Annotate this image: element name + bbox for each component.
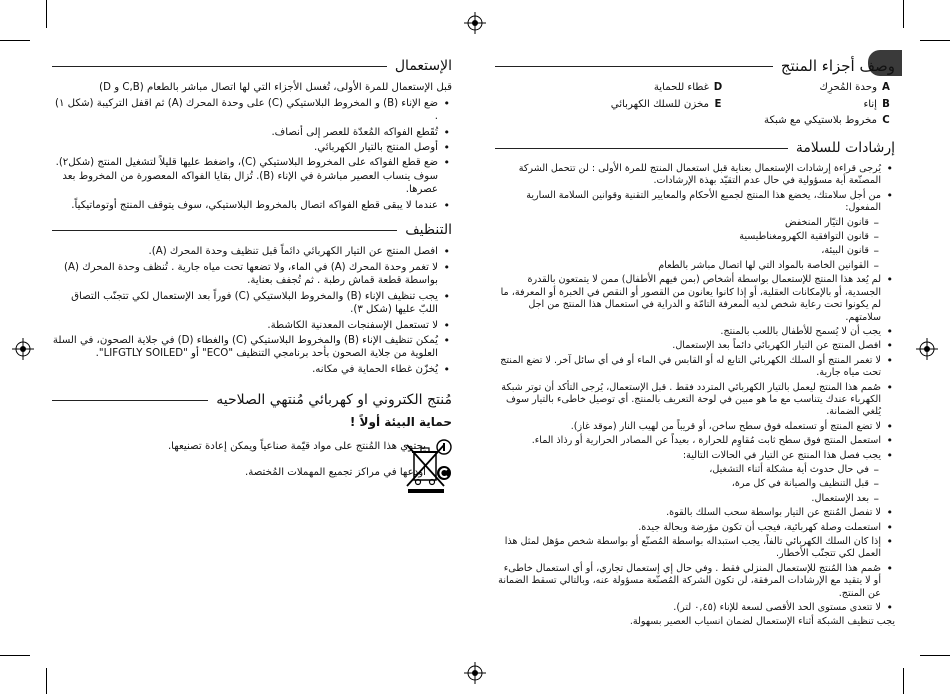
list-item: – القوانين الخاصة بالمواد التي لها اتصال مباشر بالطعام — [495, 260, 869, 272]
left-column — [52, 60, 452, 491]
registration-mark-icon — [464, 662, 486, 684]
crossed-bin-icon — [404, 442, 448, 494]
section-rule — [495, 66, 773, 67]
list-item: • لا تغمر وحدة المحرك (A) في الماء، ولا تضعها تحت مياه جارية . تُنظف وحدة المحرك (A) بواسطة قطعة قماش رطبة . ثم تُجفف بعناية. — [52, 261, 438, 288]
list-item: • عندما لا يبقى قطع الفواكه اتصال بالمخروط البلاستيكي، سوف يتوقف المنتج أوتوماتيكياً. — [52, 199, 438, 212]
right-column — [495, 57, 895, 629]
usage-section-header — [52, 60, 452, 73]
safety-list — [495, 163, 895, 215]
list-item: • لم يُعد هذا المنتج للإستعمال بواسطة أشخاص (بمن فيهم الأطفال) ممن لا يتمتعون بالقدرة الجسدية، أو بالإمكانات العقلية، أو إذا كانوا يعانون من القصور أو النقص في الخبرة أو المعرفة، ما لم يكونوا تحت رعاية شخص لديه المعرفة التامّة و الدراية في استعمال هذا المنتج من اجل سلامتهم. — [495, 274, 881, 324]
crop-mark — [903, 668, 904, 694]
environment-row-recycle — [52, 439, 452, 455]
parts-list — [495, 81, 895, 127]
list-item: • يجب أن لا يُسمح للأطفال باللعب بالمنتج. — [495, 326, 881, 338]
list-item: – قانون البيئة، — [495, 245, 869, 257]
list-item: • ضع قطع الفواكه على المخروط البلاستيكي (C)، واضغط عليها قليلاً لتشغيل المنتج (شكل٢). سوف ينساب العصير مباشرة في الإناء (B). تُزال بقايا الفواكه المعصورة من المخروط بعد عصرها. — [52, 156, 438, 196]
disconnect-cases-list — [495, 464, 895, 505]
registration-mark-icon — [916, 338, 938, 360]
safety-title: إرشادات للسلامة — [795, 139, 895, 156]
list-item: • افصل المنتج عن التيار الكهربائي دائماً بعد الإستعمال. — [495, 340, 881, 352]
cleaning-section-header — [52, 224, 452, 237]
environment-row-collect — [52, 465, 452, 481]
part-label: مخزن للسلك الكهربائي — [610, 98, 709, 110]
list-item: • صُمم هذا المنتج ليعمل بالتيار الكهربائي المتردد فقط . قبل الإستعمال، يُرجى التأكد أن توتر شبكة الكهرباء عندك يتناسب مع ما هو مبين في لوحة التعريف بالمنتج. أي توصيل خاطىء بالتيار سوف يُلغي الضمانة. — [495, 382, 881, 419]
environment-title: حماية البيئة أولاً ! — [349, 414, 452, 429]
list-item: – قبل التنظيف والصيانة في كل مرة، — [495, 478, 869, 490]
closing-note: يجب تنظيف الشبكة أثناء الإستعمال لضمان انسياب العصير بسهولة. — [629, 616, 895, 628]
description-title: وصف أجزاء المنتج — [780, 57, 895, 75]
list-item: • يُخزّن غطاء الحماية في مكانه. — [52, 363, 438, 376]
safety-section-header — [495, 139, 895, 156]
part-label: غطاء للحماية — [653, 82, 709, 94]
list-item: • لا تضع المنتج أو تستعمله فوق سطح ساخن، أو قريباً من لهيب النار (موقد غاز). — [495, 421, 881, 433]
list-item: • من أجل سلامتك، يخضع هذا المنتج لجميع الأحكام والمعايير التقنية وقوانين السلامة السارية المفعول: — [495, 190, 881, 215]
standards-list — [495, 217, 895, 273]
safety-list-2 — [495, 274, 895, 462]
list-item: • يجب تنظيف الإناء (B) والمخروط البلاستيكي (C) فوراً بعد الإستعمال لكي تتجنّب التصاق اللبّ عليها (شكل ٣). — [52, 290, 438, 317]
usage-list — [52, 97, 452, 212]
crop-mark — [0, 40, 30, 41]
part-letter: E — [714, 98, 722, 110]
list-item: • استعمل المنتج فوق سطح ثابت مُقاوِم للحرارة ، بعيداً عن المصادر الحرارية أو رذاذ الماء. — [495, 435, 881, 447]
section-rule — [52, 66, 387, 67]
list-item: • يجب فصل هذا المنتج عن التيار في الحالات التالية: — [495, 450, 881, 462]
list-item: • تُقَطع الفواكه المُعدّة للعصر إلى أنصاف. — [52, 126, 438, 139]
crop-mark — [920, 40, 950, 41]
list-item: • لا تغمر المنتج أو السلك الكهربائي التابع له أو القابس في الماء أو في أي سائل آخر. لا تضع المنتج تحت مياه جارية. — [495, 355, 881, 380]
list-item: • يُرجى قراءة إرشادات الإستعمال بعناية قبل استعمال المنتج للمرة الأولى : لن تتحمل الشركة المصنّعة أية مسؤولية في حال عدم التقيّد بهذة الإرشادات. — [495, 163, 881, 188]
list-item: • يُمكن تنظيف الإناء (B) والمخروط البلاستيكي (C) والغطاء (D) في جلاية الصحون، في السلة العلوية من جلاية الصحون بأحد برنامجي التنظيف "ECO" أو "LIFGTLY SOILED". — [52, 334, 438, 361]
environment-text-recycle: يحتوي هذا المُنتج على مواد قيّمة صناعياً ويمكن إعادة تصنيعها. — [167, 441, 426, 453]
part-label: إناء — [863, 98, 877, 110]
part-letter: C — [882, 115, 890, 127]
list-item: • صُمم هذا المُنتج للإستعمال المنزلي فقط . وفي حال إي إستعمال تجاري، أو أي استعمال خاطىء أو لا يتقيد مع الإرشادات المرفقة، لن تكون الشركة المُصنّعة مسؤولة عنه، وبالتالي تسقط الضمانة عن المنتج. — [495, 563, 881, 600]
list-item: • استعملت وصلة كهربائية، فيجب أن تكون مؤرضة وبحالة جيدة. — [495, 522, 881, 534]
crop-mark — [903, 0, 904, 28]
usage-title: الإستعمال — [394, 58, 452, 74]
list-item: – في حال حدوث أية مشكلة أثناء التشغيل، — [495, 464, 869, 476]
list-item: • لا تفصل المُنتج عن التيار بواسطة سحب السلك بالقوة. — [495, 507, 881, 519]
list-item: – بعد الإستعمال. — [495, 493, 869, 505]
part-label: وحدة المُحرِك — [819, 82, 877, 94]
description-section-header — [495, 57, 895, 75]
cleaning-title: التنظيف — [405, 222, 452, 239]
list-item: – قانون التيّار المنخفض — [495, 217, 869, 229]
registration-mark-icon — [12, 338, 34, 360]
registration-mark-icon — [464, 12, 486, 34]
environment-text-collect: أودعها في مراكز تجميع المهملات المُختصة. — [245, 467, 426, 479]
end-of-life-title: مُنتج الكتروني او كهربائي مُنتهي الصلاحيه — [216, 392, 452, 409]
list-item: • أوصل المنتج بالتيار الكهربائي. — [52, 141, 438, 154]
crop-mark — [0, 655, 30, 656]
list-item: • لا تستعمل الإسفنجات المعدنية الكاشطة. — [52, 319, 438, 332]
part-label: مخروط بلاستيكي مع شبكة — [763, 115, 877, 127]
section-rule — [52, 400, 208, 401]
part-letter: D — [713, 82, 723, 94]
part-letter: A — [882, 82, 890, 94]
cleaning-list — [52, 245, 452, 376]
usage-intro: قبل الإستعمال للمرة الأولى، تُغسل الأجزاء التي لها اتصال مباشر بالطعام (C,B و D) — [99, 82, 452, 94]
crop-mark — [46, 0, 47, 28]
end-of-life-section-header — [52, 394, 452, 407]
list-item: – قانون التوافقية الكهرومغناطيسية — [495, 231, 869, 243]
list-item: • ضع الإناء (B) و المخروط البلاستيكي (C) على وحدة المحرك (A) ثم اقفل التركيبة (شكل ١) . — [52, 97, 438, 124]
list-item: • إذا كان السلك الكهربائي تالفاً، يجب استبداله بواسطة المُصنّع أو بواسطة شخص مؤهل لمثل هذا العمل لكي تتجنّب الأخطار. — [495, 536, 881, 561]
crop-mark — [920, 655, 950, 656]
safety-list-3 — [495, 507, 895, 614]
list-item: • افصل المنتج عن التيار الكهربائي دائماً قبل تنظيف وحدة المحرك (A). — [52, 245, 438, 258]
list-item: • لا تتعدى مستوى الحد الأقصى لسعة للإناء (٠,٤٥ لتر). — [495, 602, 881, 614]
part-letter: B — [882, 98, 890, 110]
crop-mark — [46, 668, 47, 694]
section-rule — [495, 148, 788, 149]
section-rule — [52, 230, 397, 231]
